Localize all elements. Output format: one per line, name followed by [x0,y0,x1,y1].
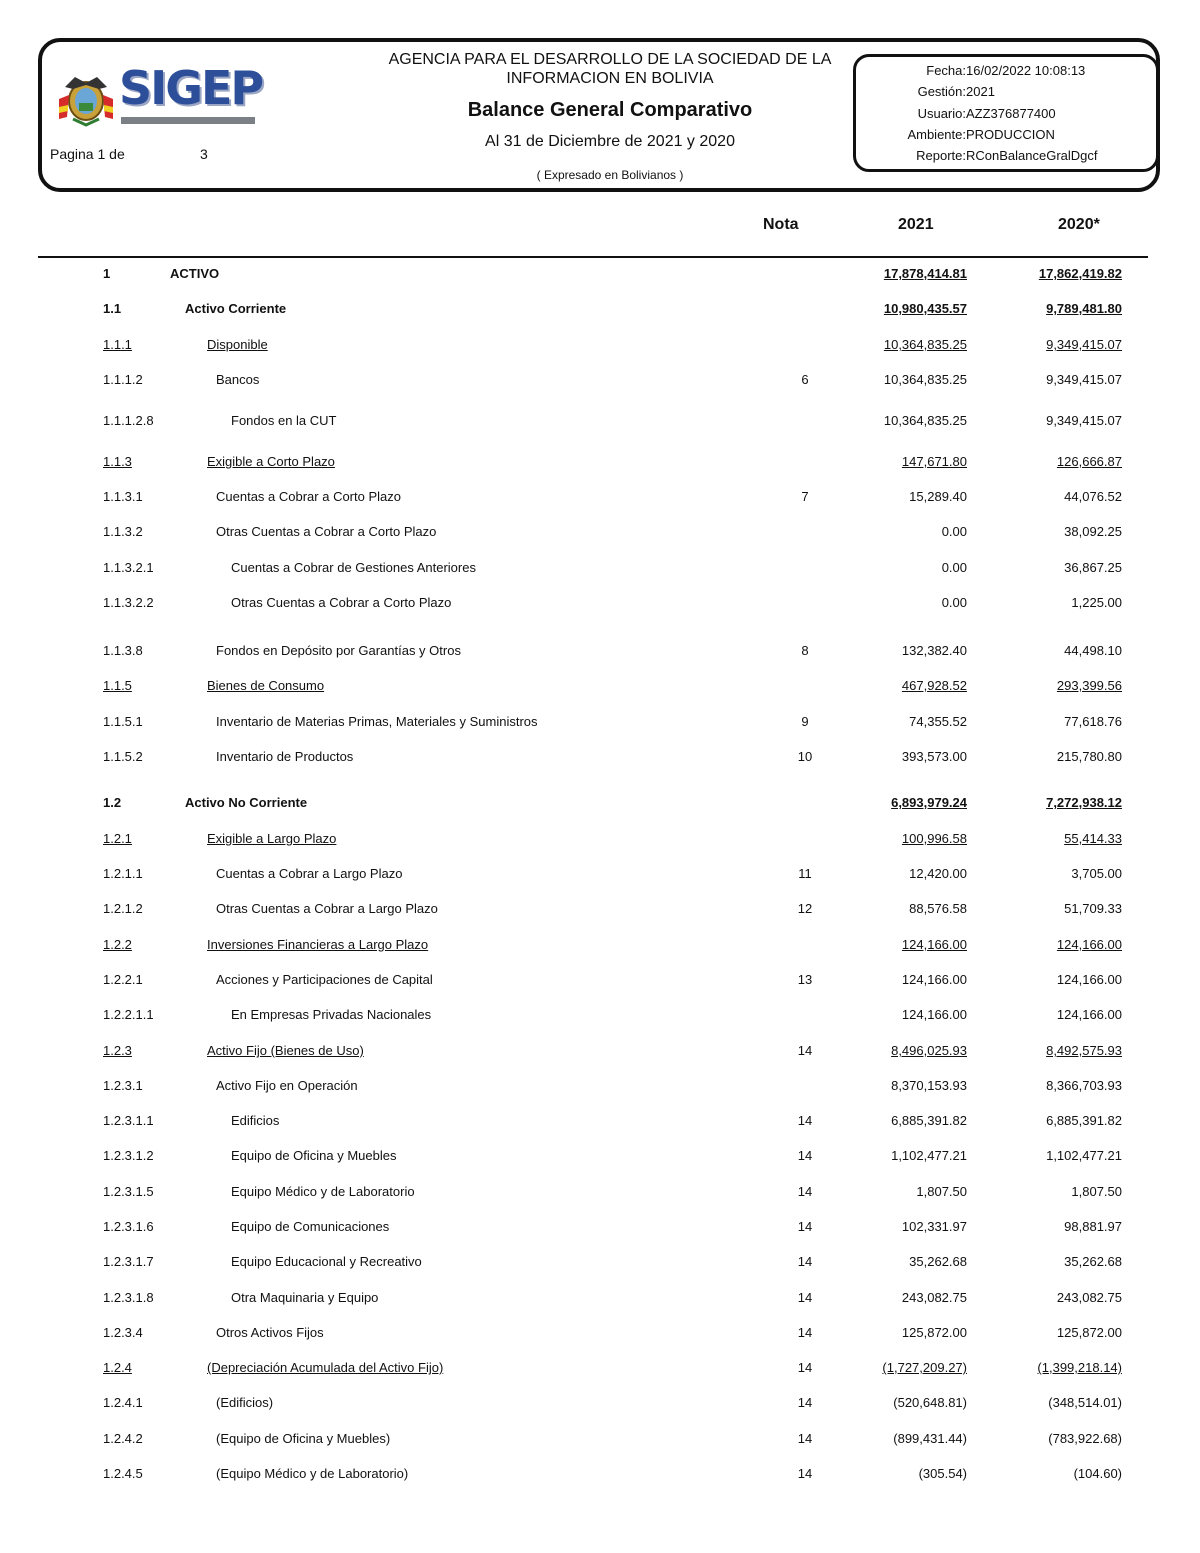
table-row [0,1429,1200,1449]
table-row [0,1146,1200,1166]
table-row [0,1111,1200,1131]
row-value-2020: 44,076.52 [1064,489,1122,504]
row-value-2020: 6,885,391.82 [1046,1113,1122,1128]
row-value-2020: 51,709.33 [1064,901,1122,916]
row-value-2021: 10,980,435.57 [883,301,967,316]
row-code: 1.2.1 [103,831,132,846]
table-row [0,1005,1200,1025]
row-value-2021: 102,331.97 [901,1219,967,1234]
row-nota: 11 [798,866,812,881]
row-description: Bienes de Consumo [207,678,325,693]
row-description: Activo Fijo (Bienes de Uso) [207,1043,364,1058]
row-code: 1.2.4.5 [103,1466,143,1481]
row-value-2020: 8,492,575.93 [1046,1043,1122,1058]
row-code: 1.1.1.2 [103,372,143,387]
table-row [0,335,1200,355]
table-row [0,970,1200,990]
table-row [0,829,1200,849]
row-value-2021: 8,370,153.93 [891,1078,967,1093]
row-value-2021: 6,893,979.24 [891,795,967,810]
info-reporte-value: RConBalanceGralDgcf [966,148,1098,163]
table-row [0,452,1200,472]
row-description: Inventario de Productos [216,749,354,764]
row-nota: 13 [797,972,813,987]
row-nota: 8 [801,643,809,658]
row-description: Disponible [207,337,268,352]
row-value-2021: 10,364,835.25 [883,372,967,387]
column-header-2021: 2021 [898,216,934,233]
row-description: Exigible a Largo Plazo [207,831,337,846]
table-row [0,899,1200,919]
table-row [0,487,1200,507]
row-description: (Depreciación Acumulada del Activo Fijo) [207,1360,444,1375]
row-code: 1.2.3 [103,1043,132,1058]
row-description: Otras Cuentas a Cobrar a Corto Plazo [231,595,452,610]
table-row [0,370,1200,390]
row-code: 1.2.2.1.1 [103,1007,154,1022]
sigep-logo [55,61,265,127]
table-row [0,641,1200,661]
row-description: Otros Activos Fijos [216,1325,324,1340]
row-nota: 12 [797,901,813,916]
table-row [0,1288,1200,1308]
row-value-2020: 126,666.87 [1056,454,1122,469]
report-title: Balance General Comparativo [467,99,753,121]
row-value-2021: 147,671.80 [901,454,967,469]
row-code: 1.2.2 [103,937,132,952]
row-nota: 14 [797,1431,813,1446]
table-row [0,593,1200,613]
row-description: Cuentas a Cobrar de Gestiones Anteriores [231,560,476,575]
row-description: ACTIVO [170,266,220,281]
row-description: Otra Maquinaria y Equipo [231,1290,379,1305]
row-value-2020: 1,102,477.21 [1046,1148,1122,1163]
row-value-2021: 467,928.52 [901,678,967,693]
row-nota: 14 [797,1184,813,1199]
row-value-2021: 74,355.52 [909,714,967,729]
row-code: 1.1.3.2 [103,524,143,539]
row-value-2020: (104.60) [1073,1466,1122,1481]
row-value-2021: 10,364,835.25 [883,413,967,428]
row-value-2021: 124,166.00 [901,972,967,987]
row-code: 1.2.1.1 [103,866,143,881]
row-value-2021: 0.00 [941,560,967,575]
row-code: 1.2.3.1.7 [103,1254,154,1269]
info-gestion-value: 2021 [966,84,995,99]
row-value-2021: 124,166.00 [901,937,967,952]
row-code: 1.1.1.2.8 [103,413,154,428]
row-value-2020: 77,618.76 [1064,714,1122,729]
logo-text: SIGEP [119,61,263,115]
row-value-2021: 132,382.40 [901,643,967,658]
info-fecha-value: 16/02/2022 10:08:13 [966,63,1086,78]
row-code: 1.2.1.2 [103,901,143,916]
row-nota: 14 [797,1290,813,1305]
row-code: 1.2.3.1.2 [103,1148,154,1163]
row-code: 1.2.3.1.1 [103,1113,154,1128]
table-row [0,712,1200,732]
row-description: (Equipo de Oficina y Muebles) [216,1431,391,1446]
row-code: 1.1.3.2.2 [103,595,154,610]
row-code: 1.2.2.1 [103,972,143,987]
row-value-2020: 1,807.50 [1071,1184,1122,1199]
table-row [0,793,1200,813]
row-value-2020: 293,399.56 [1056,678,1122,693]
row-value-2021: 35,262.68 [909,1254,967,1269]
table-row [0,747,1200,767]
row-code: 1.1.5.2 [103,749,143,764]
row-value-2021: 1,102,477.21 [891,1148,967,1163]
row-nota: 14 [797,1113,813,1128]
row-value-2020: 215,780.80 [1056,749,1122,764]
row-code: 1 [103,266,111,281]
row-value-2021: (305.54) [918,1466,967,1481]
row-code: 1.1.3.8 [103,643,143,658]
row-description: Activo No Corriente [185,795,308,810]
row-value-2021: 124,166.00 [901,1007,967,1022]
row-code: 1.1.5 [103,678,132,693]
table-row [0,1041,1200,1061]
row-value-2020: 35,262.68 [1064,1254,1122,1269]
info-fecha-label: Fecha: [926,63,966,78]
table-row [0,558,1200,578]
row-value-2021: 1,807.50 [916,1184,967,1199]
row-code: 1.1.3 [103,454,132,469]
row-code: 1.1.1 [103,337,132,352]
row-description: Bancos [216,372,260,387]
row-description: (Edificios) [216,1395,274,1410]
page-total: 3 [200,146,208,162]
row-value-2020: 9,349,415.07 [1046,413,1122,428]
table-row [0,1252,1200,1272]
table-row [0,522,1200,542]
row-value-2020: 9,349,415.07 [1046,337,1122,352]
row-value-2021: 17,878,414.81 [883,266,967,281]
agency-name [345,50,875,88]
table-row [0,1217,1200,1237]
row-code: 1.2.4.2 [103,1431,143,1446]
row-description: Exigible a Corto Plazo [207,454,335,469]
row-description: Activo Fijo en Operación [216,1078,358,1093]
row-value-2020: 9,789,481.80 [1046,301,1122,316]
row-code: 1.2.3.1.8 [103,1290,154,1305]
row-description: Fondos en Depósito por Garantías y Otros [216,643,461,658]
row-description: Activo Corriente [185,301,287,316]
row-value-2020: 55,414.33 [1064,831,1122,846]
row-nota: 7 [801,489,809,504]
row-description: Inversiones Financieras a Largo Plazo [207,937,429,952]
row-value-2021: 12,420.00 [909,866,967,881]
table-row [0,1076,1200,1096]
row-value-2021: 125,872.00 [901,1325,967,1340]
row-description: Otras Cuentas a Cobrar a Corto Plazo [216,524,437,539]
table-row [0,1358,1200,1378]
info-usuario-label: Usuario: [917,106,966,121]
row-value-2020: 125,872.00 [1056,1325,1122,1340]
row-code: 1.1 [103,301,122,316]
row-value-2021: 10,364,835.25 [883,337,967,352]
row-description: Equipo de Comunicaciones [231,1219,390,1234]
row-value-2021: 100,996.58 [901,831,967,846]
agency-line-1: AGENCIA PARA EL DESARROLLO DE LA SOCIEDAD DE LA [388,51,832,68]
row-value-2020: 36,867.25 [1064,560,1122,575]
row-value-2020: 124,166.00 [1056,937,1122,952]
row-code: 1.2.3.1.5 [103,1184,154,1199]
table-row [0,299,1200,319]
report-subtitle: Al 31 de Diciembre de 2021 y 2020 [485,133,735,150]
row-value-2021: 6,885,391.82 [891,1113,967,1128]
header-rule [38,256,1148,258]
row-nota: 14 [797,1325,813,1340]
row-code: 1.2.4.1 [103,1395,143,1410]
row-code: 1.2.4 [103,1360,132,1375]
info-reporte-label: Reporte: [916,148,966,163]
row-value-2020: 7,272,938.12 [1046,795,1122,810]
row-value-2021: 393,573.00 [901,749,967,764]
row-nota: 14 [797,1254,813,1269]
column-header-2020: 2020* [1058,216,1100,233]
table-row [0,1182,1200,1202]
table-row [0,1323,1200,1343]
row-nota: 14 [797,1043,813,1058]
row-description: Acciones y Participaciones de Capital [216,972,433,987]
row-value-2020: 124,166.00 [1056,1007,1122,1022]
row-code: 1.2.3.1.6 [103,1219,154,1234]
row-nota: 10 [797,749,813,764]
row-value-2021: 243,082.75 [901,1290,967,1305]
table-row [0,935,1200,955]
bolivia-coat-of-arms-icon [55,69,117,127]
info-ambiente-value: PRODUCCION [966,127,1055,142]
row-code: 1.1.5.1 [103,714,143,729]
report-info-box [853,54,1159,172]
row-value-2020: 98,881.97 [1064,1219,1122,1234]
row-value-2021: (899,431.44) [893,1431,967,1446]
row-description: Equipo Médico y de Laboratorio [231,1184,415,1199]
row-description: Cuentas a Cobrar a Corto Plazo [216,489,401,504]
row-value-2021: 88,576.58 [909,901,967,916]
row-code: 1.2.3.4 [103,1325,143,1340]
info-usuario-value: AZZ376877400 [966,106,1056,121]
row-description: Cuentas a Cobrar a Largo Plazo [216,866,403,881]
row-value-2021: 0.00 [941,595,967,610]
row-value-2020: 124,166.00 [1056,972,1122,987]
row-description: (Equipo Médico y de Laboratorio) [216,1466,409,1481]
info-gestion-label: Gestión: [917,84,966,99]
row-nota: 14 [797,1219,813,1234]
row-value-2020: 8,366,703.93 [1046,1078,1122,1093]
row-value-2020: 1,225.00 [1071,595,1122,610]
row-value-2021: 15,289.40 [909,489,967,504]
row-value-2020: 9,349,415.07 [1046,372,1122,387]
row-code: 1.1.3.1 [103,489,143,504]
row-value-2020: 38,092.25 [1064,524,1122,539]
table-row [0,1393,1200,1413]
logo-underline [121,117,255,124]
row-description: Inventario de Materias Primas, Materiales y Suministros [216,714,538,729]
row-description: Equipo de Oficina y Muebles [231,1148,397,1163]
row-value-2021: (1,727,209.27) [882,1360,967,1375]
row-description: Equipo Educacional y Recreativo [231,1254,422,1269]
page-label: Pagina 1 de [50,146,125,162]
row-value-2020: (348,514.01) [1048,1395,1122,1410]
agency-line-2: INFORMACION EN BOLIVIA [506,70,714,87]
row-code: 1.1.3.2.1 [103,560,154,575]
row-nota: 14 [797,1395,813,1410]
row-description: Otras Cuentas a Cobrar a Largo Plazo [216,901,438,916]
row-description: Fondos en la CUT [231,413,337,428]
table-row [0,411,1200,431]
table-row [0,264,1200,284]
row-code: 1.2.3.1 [103,1078,143,1093]
row-nota: 14 [797,1466,813,1481]
row-value-2020: (783,922.68) [1048,1431,1122,1446]
row-value-2021: 8,496,025.93 [891,1043,967,1058]
row-value-2020: 243,082.75 [1056,1290,1122,1305]
row-description: En Empresas Privadas Nacionales [231,1007,432,1022]
currency-note: ( Expresado en Bolivianos ) [536,168,684,182]
row-nota: 6 [801,372,809,387]
row-value-2021: 0.00 [941,524,967,539]
row-code: 1.2 [103,795,122,810]
row-value-2020: 17,862,419.82 [1038,266,1122,281]
row-value-2020: 3,705.00 [1071,866,1122,881]
column-header-nota: Nota [763,216,799,233]
info-ambiente-label: Ambiente: [907,127,966,142]
table-row [0,676,1200,696]
row-nota: 9 [801,714,809,729]
row-value-2021: (520,648.81) [893,1395,967,1410]
row-nota: 14 [797,1148,813,1163]
row-description: Edificios [231,1113,280,1128]
row-nota: 14 [797,1360,813,1375]
row-value-2020: (1,399,218.14) [1037,1360,1122,1375]
table-row [0,864,1200,884]
row-value-2020: 44,498.10 [1064,643,1122,658]
table-row [0,1464,1200,1484]
